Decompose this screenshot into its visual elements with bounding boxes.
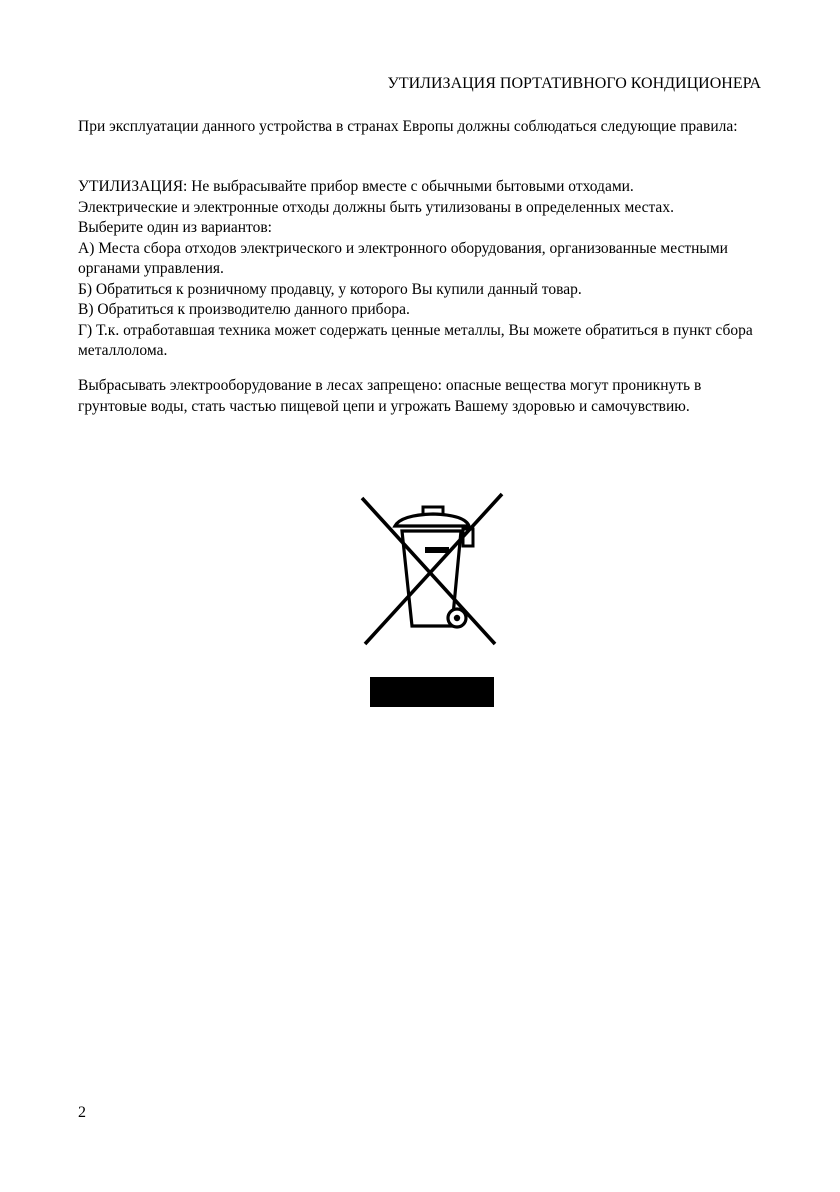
disposal-intro-line: [78, 177, 768, 198]
disposal-line-3: Выберите один из вариантов:: [78, 219, 272, 236]
weee-bar: [370, 677, 494, 707]
warning-text: Выбрасывать электрооборудование в лесах запрещено: опасные вещества могут проникнуть в грунтовые воды, стать частью пищевой цепи и угрожать Вашему здоровью и самочувствию.: [78, 377, 702, 415]
crossed-out-wheelie-bin-icon: [357, 490, 507, 648]
disposal-option-c: В) Обратиться к производителю данного прибора.: [78, 301, 410, 318]
disposal-option-a: А) Места сбора отходов электрического и электронного оборудования, организованные местными органами управления.: [78, 239, 728, 277]
disposal-rules: [78, 177, 768, 362]
bin-wheel-hub: [454, 615, 460, 621]
disposal-option-b: Б) Обратиться к розничному продавцу, у которого Вы купили данный товар.: [78, 280, 582, 298]
disposal-option-d: Г) Т.к. отработавшая техника может содержать ценные металлы, Вы можете обратиться в пункт сбора металлолома.: [78, 321, 753, 359]
bin-dash: [425, 547, 449, 553]
intro-paragraph: [78, 117, 768, 138]
page-number: 2: [78, 1104, 86, 1121]
disposal-line-2: Электрические и электронные отходы должны быть утилизованы в определенных местах.: [78, 198, 674, 216]
intro-text: При эксплуатации данного устройства в странах Европы должны соблюдаться следующие правила:: [78, 118, 738, 135]
bin-lid: [395, 514, 469, 526]
disposal-line-1: : Не выбрасывайте прибор вместе с обычными бытовыми отходами.: [183, 178, 634, 195]
disposal-label: УТИЛИЗАЦИЯ: [78, 178, 184, 195]
page-title: УТИЛИЗАЦИЯ ПОРТАТИВНОГО КОНДИЦИОНЕРА: [387, 75, 761, 92]
warning-paragraph: [78, 376, 768, 417]
